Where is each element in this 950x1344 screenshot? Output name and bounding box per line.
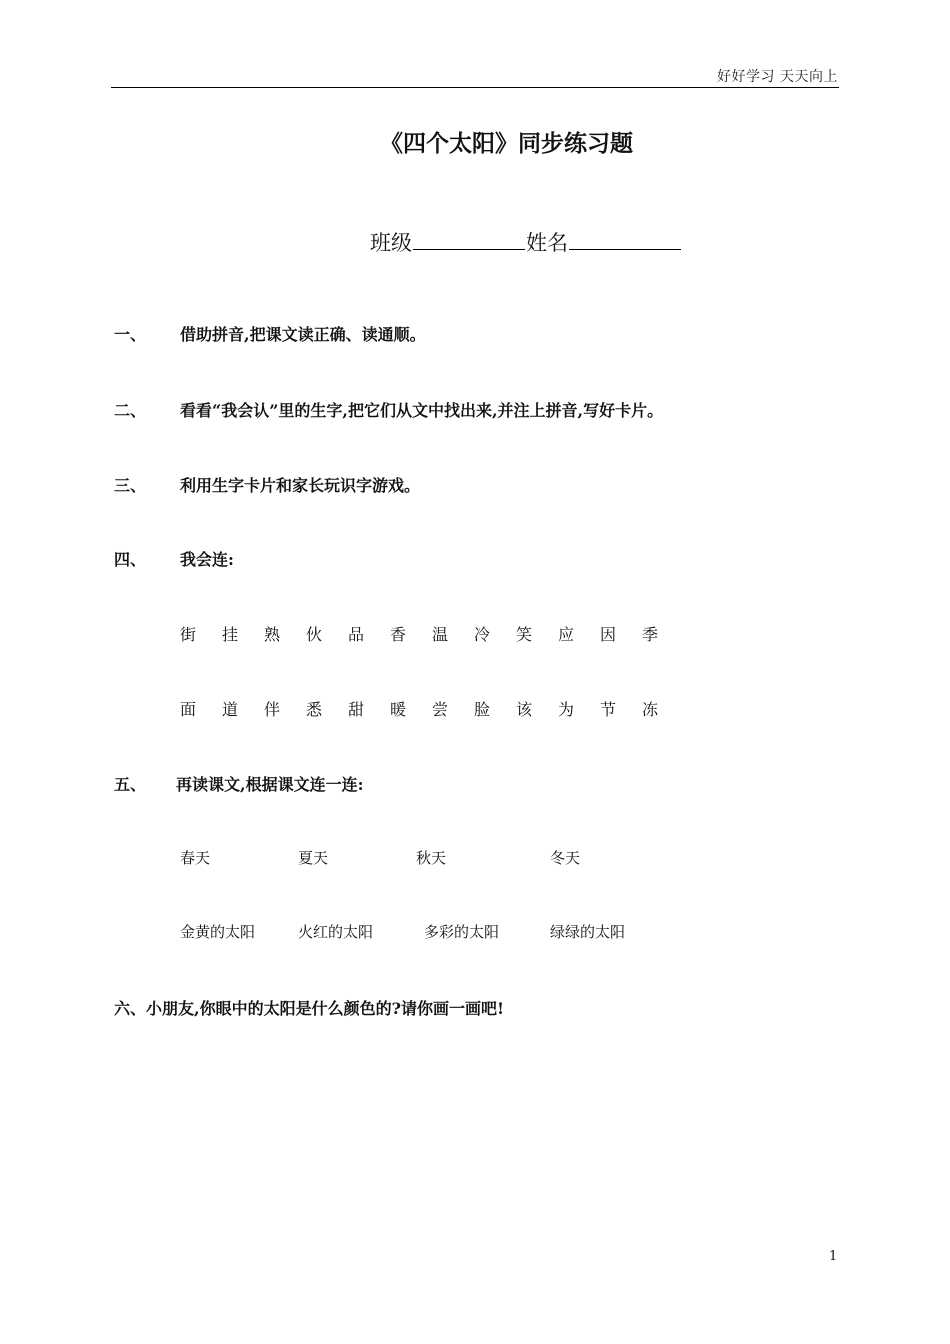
name-label: 姓名 xyxy=(526,231,568,255)
connect-char[interactable]: 香 xyxy=(390,625,407,644)
connect-char[interactable]: 温 xyxy=(432,625,449,644)
question-4-text: 我会连: xyxy=(180,550,234,569)
connect-char[interactable]: 品 xyxy=(348,625,365,644)
connect-row-1 xyxy=(180,622,684,645)
connect-char[interactable]: 笑 xyxy=(516,625,533,644)
connect-char[interactable]: 冷 xyxy=(474,625,491,644)
student-info xyxy=(370,227,682,257)
connect-char[interactable]: 面 xyxy=(180,700,197,719)
question-1-number: 一、 xyxy=(114,325,147,344)
connect-char[interactable]: 悉 xyxy=(306,700,323,719)
season-item[interactable]: 春天 xyxy=(180,849,211,867)
connect-char[interactable]: 挂 xyxy=(222,625,239,644)
connect-char[interactable]: 甜 xyxy=(348,700,365,719)
class-blank[interactable] xyxy=(413,228,525,250)
question-4-number: 四、 xyxy=(114,550,147,569)
connect-char[interactable]: 该 xyxy=(516,700,533,719)
header-motto: 好好学习 天天向上 xyxy=(717,69,838,85)
page-title: 《四个太阳》同步练习题 xyxy=(380,130,633,157)
sun-item[interactable]: 金黄的太阳 xyxy=(180,923,256,941)
name-blank[interactable] xyxy=(569,228,681,250)
season-item[interactable]: 秋天 xyxy=(416,849,447,867)
question-5-number: 五、 xyxy=(114,775,147,794)
connect-char[interactable]: 道 xyxy=(222,700,239,719)
question-1-text: 借助拼音,把课文读正确、读通顺。 xyxy=(180,325,426,344)
question-3-text: 利用生字卡片和家长玩识字游戏。 xyxy=(180,476,421,495)
sun-item[interactable]: 绿绿的太阳 xyxy=(550,923,626,941)
connect-char[interactable]: 暖 xyxy=(390,700,407,719)
season-item[interactable]: 夏天 xyxy=(298,849,329,867)
page-number: 1 xyxy=(829,1249,838,1264)
question-5-text: 再读课文,根据课文连一连: xyxy=(176,775,364,794)
connect-char[interactable]: 尝 xyxy=(432,700,449,719)
question-3-number: 三、 xyxy=(114,476,147,495)
connect-char[interactable]: 熟 xyxy=(264,625,281,644)
connect-char[interactable]: 因 xyxy=(600,625,617,644)
connect-char[interactable]: 季 xyxy=(642,625,659,644)
connect-char[interactable]: 街 xyxy=(180,625,197,644)
question-2-text: 看看“我会认”里的生字,把它们从文中找出来,并注上拼音,写好卡片。 xyxy=(180,401,664,420)
header-divider xyxy=(111,87,839,88)
season-item[interactable]: 冬天 xyxy=(550,849,581,867)
connect-char[interactable]: 冻 xyxy=(642,700,659,719)
class-label: 班级 xyxy=(370,231,412,255)
connect-char[interactable]: 伴 xyxy=(264,700,281,719)
sun-item[interactable]: 多彩的太阳 xyxy=(424,923,500,941)
sun-item[interactable]: 火红的太阳 xyxy=(298,923,374,941)
connect-char[interactable]: 伙 xyxy=(306,625,323,644)
connect-char[interactable]: 应 xyxy=(558,625,575,644)
connect-char[interactable]: 节 xyxy=(600,700,617,719)
question-6-text: 六、小朋友,你眼中的太阳是什么颜色的?请你画一画吧! xyxy=(114,999,504,1018)
connect-row-2 xyxy=(180,697,684,720)
connect-char[interactable]: 为 xyxy=(558,700,575,719)
connect-char[interactable]: 脸 xyxy=(474,700,491,719)
question-2-number: 二、 xyxy=(114,401,147,420)
